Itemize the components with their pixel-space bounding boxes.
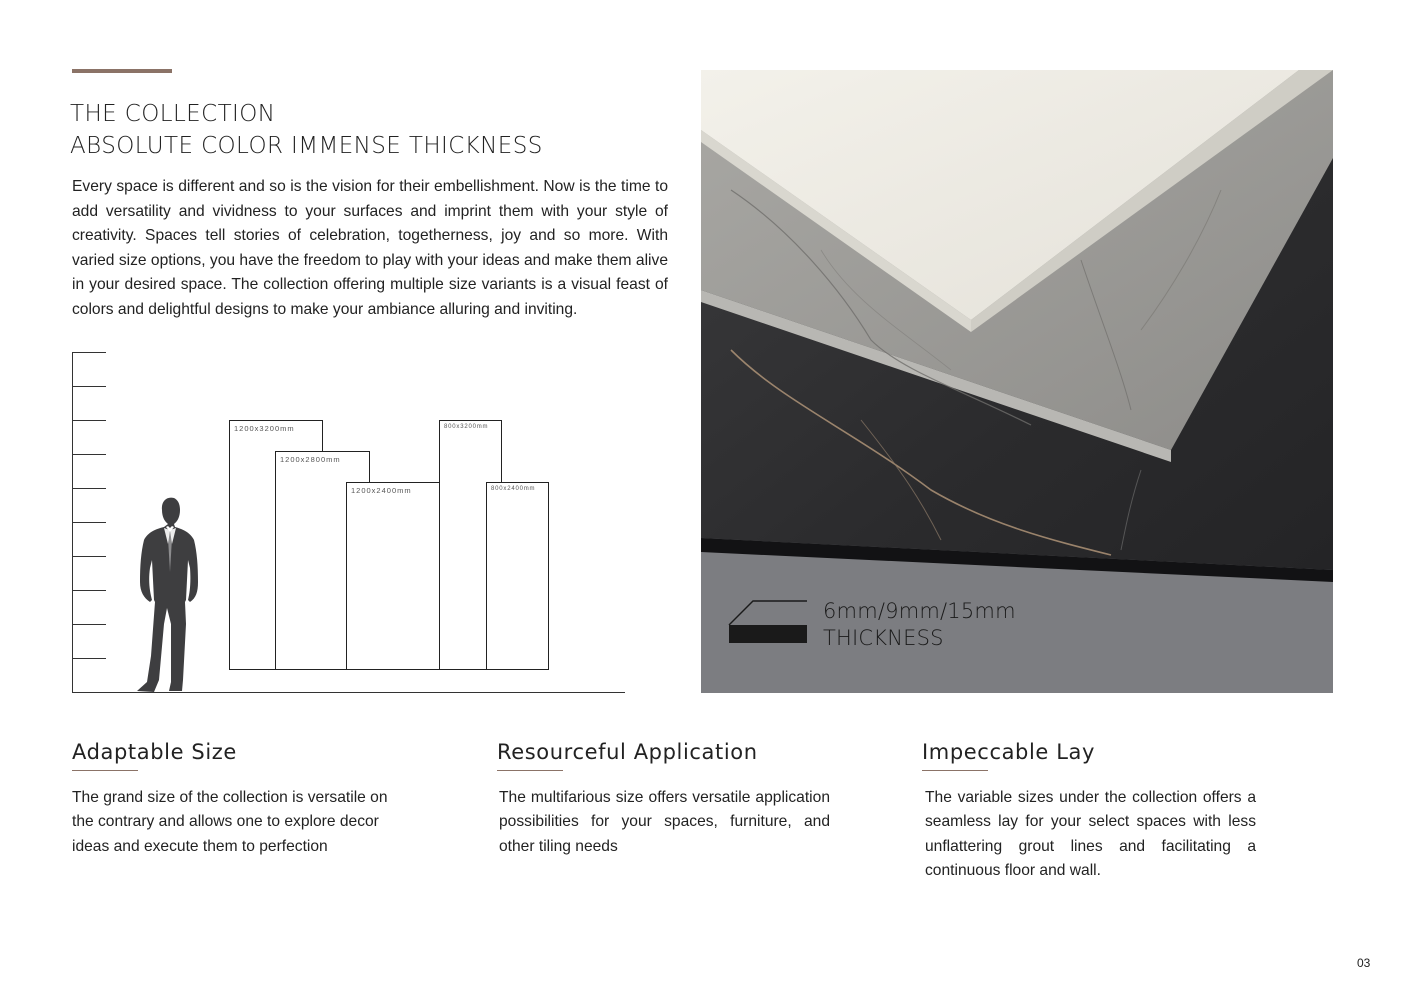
feature-title: Resourceful Application xyxy=(497,740,758,764)
stacked-slabs-illustration xyxy=(701,70,1333,693)
feature-rule xyxy=(497,770,563,771)
axis-tick xyxy=(73,658,106,659)
thickness-values: 6mm/9mm/15mm xyxy=(823,599,1016,623)
axis-tick xyxy=(73,624,106,625)
feature-rule xyxy=(72,770,138,771)
feature-rule xyxy=(922,770,988,771)
feature-adaptable-size xyxy=(72,740,404,859)
thickness-word: THICKNESS xyxy=(823,626,944,650)
tile-label: 1200x2800mm xyxy=(280,455,341,464)
thickness-label xyxy=(823,598,1016,652)
tile-label: 800x2400mm xyxy=(491,486,536,492)
intro-paragraph: Every space is different and so is the vision for their embellishment. Now is the time to add versatility and vividness to your surfaces and imprint them with your style of creativity. Spaces tell stories of celebration, togetherness, joy and so more. With varied size options, you have the freedom to play with your ideas and make them alive in your desired space. The collection offering multiple size variants is a visual feast of colors and delightful designs to make your ambiance alluring and inviting. xyxy=(72,178,668,318)
feature-resourceful-application xyxy=(497,740,830,859)
feature-text: The grand size of the collection is versatile on the contrary and allows one to explore decor ideas and execute them to perfection xyxy=(72,789,388,855)
axis-tick xyxy=(73,420,106,421)
feature-text: The variable sizes under the collection offers a seamless lay for your select spaces with less unflattering grout lines and facilitating a continuous floor and wall. xyxy=(925,789,1256,879)
tile-label: 1200x3200mm xyxy=(234,424,295,433)
tile-outline-1200x2400 xyxy=(346,482,440,670)
axis-tick xyxy=(73,522,106,523)
feature-impeccable-lay xyxy=(922,740,1256,883)
feature-title: Impeccable Lay xyxy=(922,740,1096,764)
axis-tick xyxy=(73,386,106,387)
axis-tick xyxy=(73,556,106,557)
person-silhouette-icon xyxy=(128,496,208,694)
feature-text: The multifarious size offers versatile application possibilities for your spaces, furniture, and other tiling needs xyxy=(499,789,830,855)
size-diagram xyxy=(0,0,700,700)
axis-tick xyxy=(73,488,106,489)
axis-tick xyxy=(73,352,106,353)
axis-tick xyxy=(73,454,106,455)
tile-label: 1200x2400mm xyxy=(351,486,412,495)
page-number: 03 xyxy=(1357,956,1371,970)
title-line-2: ABSOLUTE COLOR IMMENSE THICKNESS xyxy=(70,133,543,159)
tile-label: 800x3200mm xyxy=(444,424,489,430)
title-line-1: THE COLLECTION xyxy=(70,101,276,127)
tile-outline-800x2400 xyxy=(486,482,549,670)
feature-title: Adaptable Size xyxy=(72,740,237,764)
product-photo xyxy=(701,70,1333,693)
axis-tick xyxy=(73,590,106,591)
